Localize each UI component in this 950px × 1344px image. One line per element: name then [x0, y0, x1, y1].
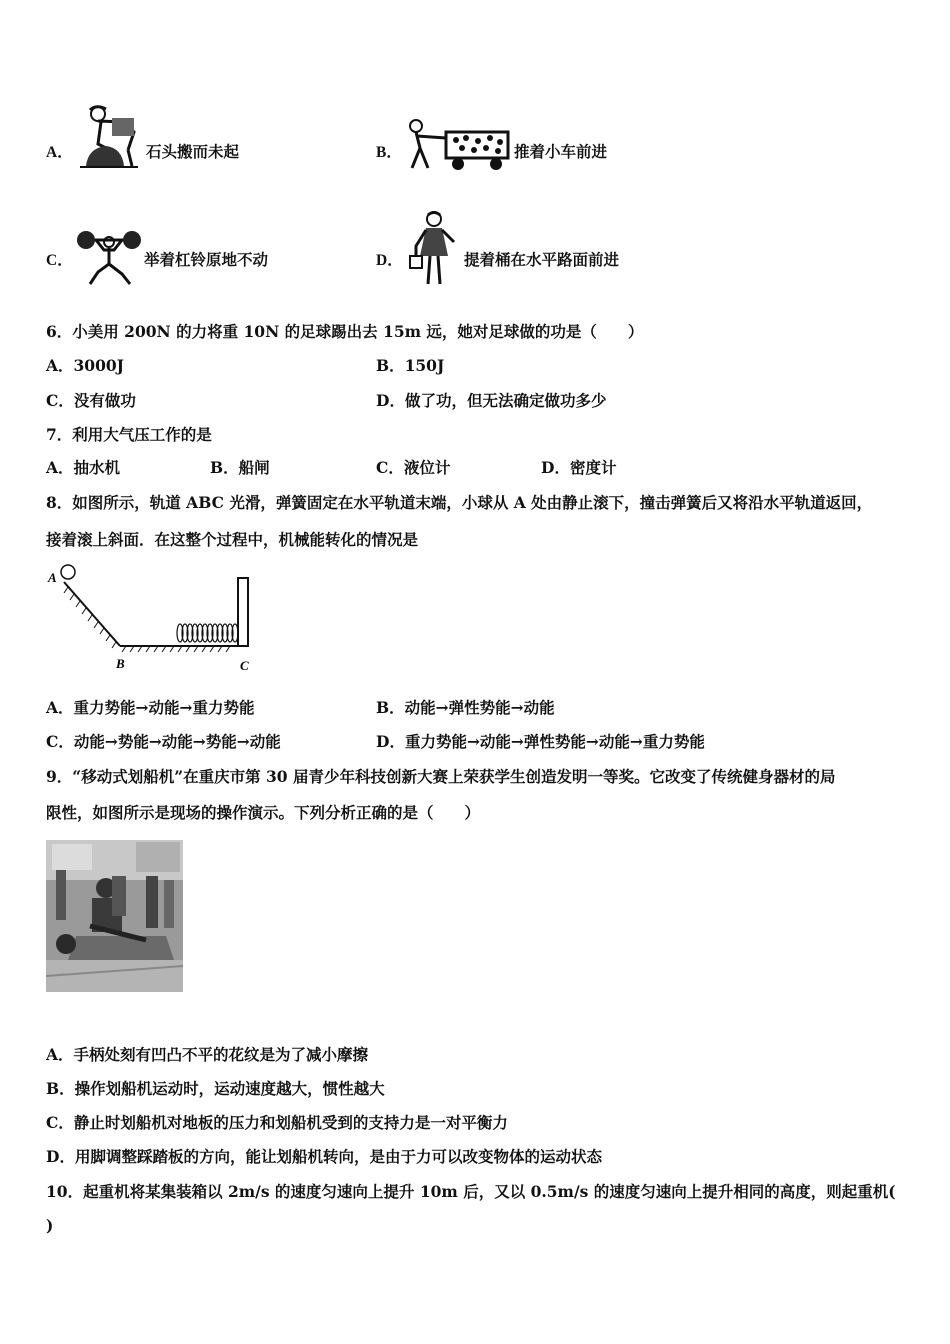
q5-option-a-letter: A．: [46, 144, 73, 161]
weightlifter-icon: [76, 226, 142, 288]
q7-option-a: A．抽水机: [46, 458, 121, 477]
q8-option-b: B．动能→弹性势能→动能: [376, 698, 555, 717]
q8-option-d: D．重力势能→动能→弹性势能→动能→重力势能: [376, 732, 705, 751]
q9-stem-line1: 9．“移动式划船机”在重庆市第 30 届青少年科技创新大赛上荣获学生创造发明一等奖。它改变了传统健身器材的局: [46, 767, 836, 786]
q5-option-d-letter: D．: [376, 252, 403, 269]
q5-option-c-letter: C．: [46, 252, 73, 269]
person-pushing-cart-icon: [404, 118, 512, 172]
q8-option-a: A．重力势能→动能→重力势能: [46, 698, 255, 717]
q6-option-d: D．做了功，但无法确定做功多少: [376, 391, 607, 410]
q5-option-b-text: 推着小车前进: [514, 142, 608, 161]
q7-option-b: B．船闸: [210, 458, 270, 477]
ball-icon: [61, 565, 75, 579]
rowing-machine-photo: [46, 840, 183, 992]
q6-option-b: B．150J: [376, 356, 445, 375]
q7-option-c: C．液位计: [376, 458, 451, 477]
q9-stem-line2: 限性，如图所示是现场的操作演示。下列分析正确的是（ ）: [46, 803, 481, 822]
q8-stem-line1: 8．如图所示，轨道 ABC 光滑，弹簧固定在水平轨道末端，小球从 A 处由静止滚下，撞击弹簧后又将沿水平轨道返回，: [46, 493, 873, 512]
q10-stem-line1: 10．起重机将某集装箱以 2m/s 的速度匀速向上提升 10m 后，又以 0.5m/s 的速度匀速向上提升相同的高度，则起重机(: [46, 1182, 896, 1201]
person-lifting-stone-icon: [76, 104, 140, 170]
q5-option-a-text: 石头搬而未起: [146, 142, 240, 161]
q9-option-b: B．操作划船机运动时，运动速度越大，惯性越大: [46, 1079, 385, 1098]
q9-option-d: D．用脚调整踩踏板的方向，能让划船机转向，是由于力可以改变物体的运动状态: [46, 1147, 602, 1166]
figure-label-c: C: [240, 658, 249, 673]
q7-stem: 7．利用大气压工作的是: [46, 425, 212, 444]
q8-option-c: C．动能→势能→动能→势能→动能: [46, 732, 281, 751]
q9-option-a: A．手柄处刻有凹凸不平的花纹是为了减小摩擦: [46, 1045, 369, 1064]
q9-option-c: C．静止时划船机对地板的压力和划船机受到的支持力是一对平衡力: [46, 1113, 508, 1132]
figure-label-a: A: [48, 570, 57, 585]
figure-label-b: B: [116, 656, 125, 671]
q7-option-d: D．密度计: [541, 458, 617, 477]
q5-option-d-text: 提着桶在水平路面前进: [464, 250, 620, 269]
q10-stem-line2: ): [46, 1216, 54, 1235]
q5-option-b-letter: B．: [376, 144, 402, 161]
track-spring-diagram: [44, 560, 264, 678]
q5-option-c-text: 举着杠铃原地不动: [144, 250, 269, 269]
q6-stem: 6．小美用 200N 的力将重 10N 的足球踢出去 15m 远，她对足球做的功是（ ）: [46, 322, 644, 341]
q6-option-a: A．3000J: [46, 356, 124, 375]
q8-stem-line2: 接着滚上斜面．在这整个过程中，机械能转化的情况是: [46, 530, 419, 549]
girl-carrying-bucket-icon: [406, 210, 462, 290]
q6-option-c: C．没有做功: [46, 391, 136, 410]
